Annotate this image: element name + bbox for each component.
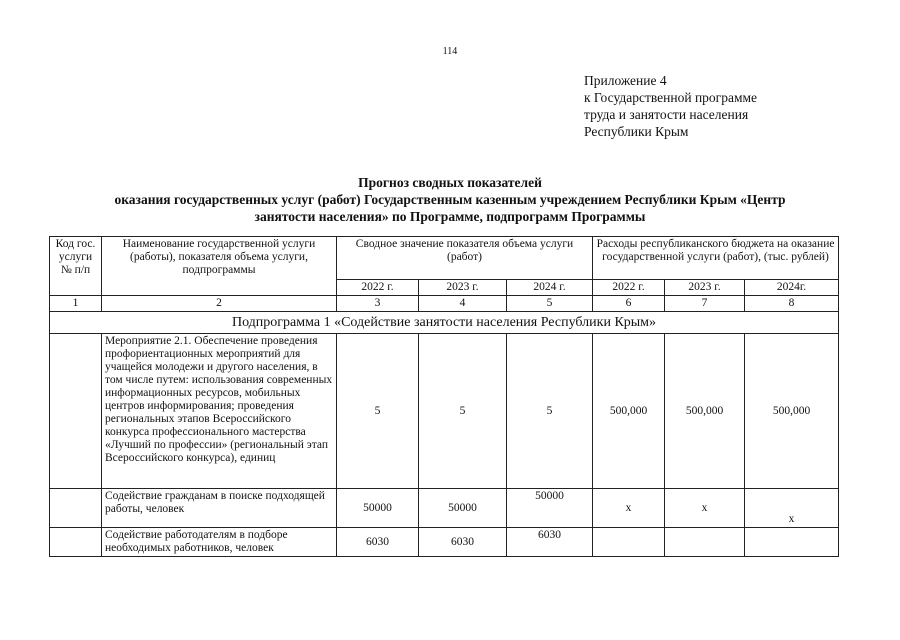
row-name: Содействие гражданам в поиске подходящей работы, человек <box>102 489 337 528</box>
row-code <box>50 489 102 528</box>
row-expenses-2023: х <box>665 489 745 528</box>
row-volume-2024: 6030 <box>507 528 593 557</box>
appendix-line: труда и занятости населения <box>584 107 749 122</box>
appendix-line: Республики Крым <box>584 124 689 139</box>
page-number: 114 <box>442 46 458 57</box>
header-volume-2022: 2022 г. <box>337 280 419 296</box>
row-name: Мероприятие 2.1. Обеспечение проведения профориентационных мероприятий для учащейся молодежи и другого населения, в том числе путем: использования современных информационных ресурсов, мобильных центров информирования; проведения региональных этапов Всероссийского конкурса профессионального мастерства «Лучший по профессии» (региональный этап Всероссийского конкурса), единиц <box>102 334 337 489</box>
column-number: 2 <box>102 296 337 312</box>
row-expenses-2023 <box>665 528 745 557</box>
title-line: занятости населения» по Программе, подпрограмм Программы <box>254 209 646 224</box>
table-row <box>50 528 839 557</box>
header-volume-2023: 2023 г. <box>419 280 507 296</box>
column-number: 1 <box>50 296 102 312</box>
appendix-line: к Государственной программе <box>584 90 758 105</box>
table-row <box>50 334 839 489</box>
appendix-line: Приложение 4 <box>584 73 667 88</box>
header-name: Наименование государственной услуги (работы), показателя объема услуги, подпрограммы <box>102 237 337 296</box>
row-volume-2022: 5 <box>337 334 419 489</box>
row-expenses-2023: 500,000 <box>665 334 745 489</box>
row-expenses-2022: 500,000 <box>593 334 665 489</box>
row-expenses-2024 <box>745 528 839 557</box>
appendix-block <box>584 72 757 140</box>
table-row <box>50 489 839 528</box>
row-name: Содействие работодателям в подборе необходимых работников, человек <box>102 528 337 557</box>
column-number: 4 <box>419 296 507 312</box>
row-volume-2022: 6030 <box>337 528 419 557</box>
row-volume-2023: 50000 <box>419 489 507 528</box>
header-row <box>50 237 839 280</box>
row-expenses-2022 <box>593 528 665 557</box>
row-expenses-2024: х <box>745 489 839 528</box>
row-volume-2023: 6030 <box>419 528 507 557</box>
column-number: 6 <box>593 296 665 312</box>
header-code: Код гос. услуги № п/п <box>50 237 102 296</box>
row-expenses-2024: 500,000 <box>745 334 839 489</box>
column-number: 8 <box>745 296 839 312</box>
title-line: оказания государственных услуг (работ) Государственным казенным учреждением Республики Крым «Центр <box>114 192 786 207</box>
indicators-table <box>49 236 839 557</box>
header-expenses-2023: 2023 г. <box>665 280 745 296</box>
subprogram-row <box>50 312 839 334</box>
subprogram-title: Подпрограмма 1 «Содействие занятости населения Республики Крым» <box>50 312 839 334</box>
header-volume-2024: 2024 г. <box>507 280 593 296</box>
header-volume: Сводное значение показателя объема услуги (работ) <box>337 237 593 280</box>
header-expenses-2024: 2024г. <box>745 280 839 296</box>
row-volume-2024: 5 <box>507 334 593 489</box>
column-number-row <box>50 296 839 312</box>
row-volume-2023: 5 <box>419 334 507 489</box>
header-expenses: Расходы республиканского бюджета на оказание государственной услуги (работ), (тыс. рублей) <box>593 237 839 280</box>
row-expenses-2022: х <box>593 489 665 528</box>
title-line: Прогноз сводных показателей <box>358 175 542 190</box>
column-number: 5 <box>507 296 593 312</box>
row-volume-2022: 50000 <box>337 489 419 528</box>
header-expenses-2022: 2022 г. <box>593 280 665 296</box>
row-code <box>50 334 102 489</box>
row-volume-2024: 50000 <box>507 489 593 528</box>
document-title <box>0 174 900 225</box>
column-number: 3 <box>337 296 419 312</box>
row-code <box>50 528 102 557</box>
column-number: 7 <box>665 296 745 312</box>
